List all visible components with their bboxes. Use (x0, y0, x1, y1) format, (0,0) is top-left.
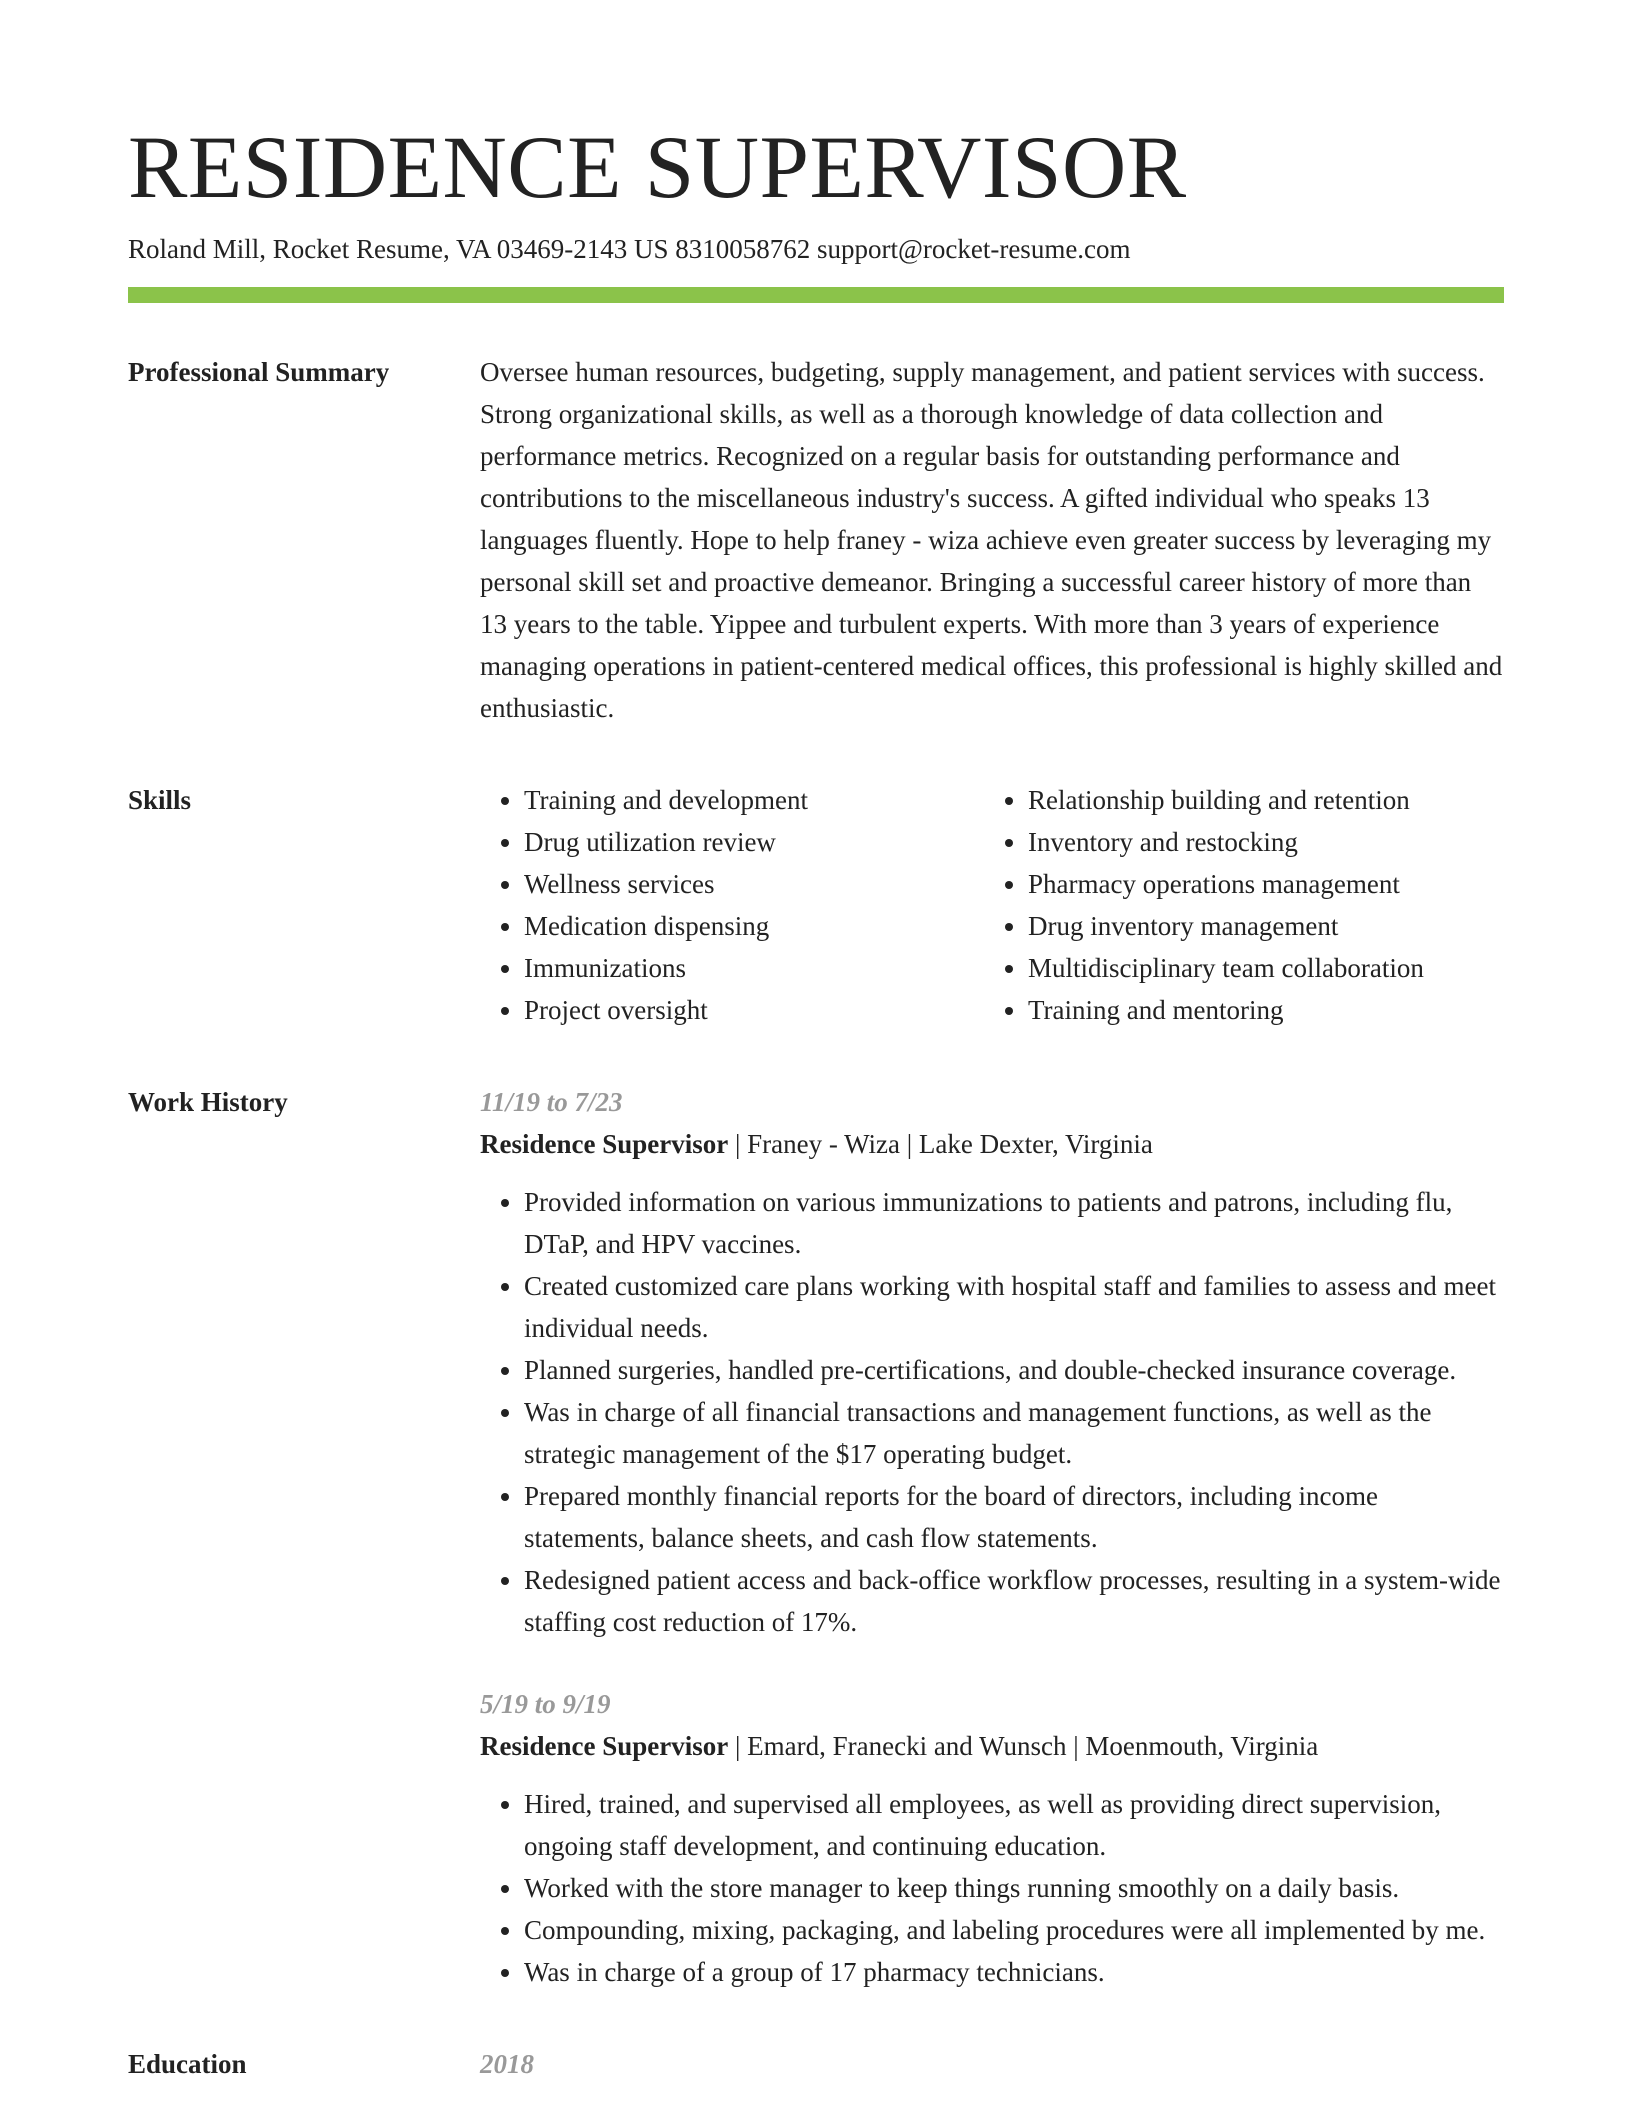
job-title: Residence Supervisor (480, 1731, 729, 1761)
job-bullet: • Planned surgeries, handled pre-certifications, and double-checked insurance coverage. (524, 1349, 1504, 1391)
skill-item: • Training and mentoring (1028, 989, 1504, 1031)
skill-item: • Wellness services (524, 863, 984, 905)
education-section (128, 2043, 1504, 2085)
header-divider (128, 287, 1504, 303)
skills-column-right (984, 779, 1504, 1031)
resume-page (128, 118, 1504, 2085)
job-details: | Emard, Franecki and Wunsch | Moenmouth, Virginia (728, 1731, 1319, 1761)
job-title: Residence Supervisor (480, 1129, 729, 1159)
skill-item: • Multidisciplinary team collaboration (1028, 947, 1504, 989)
skills-section (128, 779, 1504, 1031)
summary-heading: Professional Summary (128, 357, 390, 387)
job-bullets (480, 1181, 1504, 1643)
job-details: | Franey - Wiza | Lake Dexter, Virginia (728, 1129, 1153, 1159)
summary-body (480, 351, 1504, 729)
job-dates: 11/19 to 7/23 (480, 1087, 623, 1117)
skills-heading: Skills (128, 785, 192, 815)
skill-item: • Inventory and restocking (1028, 821, 1504, 863)
job-entry (480, 1683, 1504, 1993)
job-bullet: • Hired, trained, and supervised all employees, as well as providing direct supervision, ongoing staff development, and continuing education. (524, 1783, 1504, 1867)
job-bullet: • Worked with the store manager to keep things running smoothly on a daily basis. (524, 1867, 1504, 1909)
education-body (480, 2043, 1504, 2085)
contact-line: Roland Mill, Rocket Resume, VA 03469-2143 US 8310058762 support@rocket-resume.com (128, 234, 1131, 264)
skills-column-left (480, 779, 984, 1031)
job-bullet: • Was in charge of all financial transactions and management functions, as well as the strategic management of the $17 operating budget. (524, 1391, 1504, 1475)
skill-item: • Drug inventory management (1028, 905, 1504, 947)
job-entry (480, 1081, 1504, 1643)
summary-section (128, 351, 1504, 729)
skill-item: • Immunizations (524, 947, 984, 989)
job-heading (480, 1725, 1504, 1767)
work-history-heading: Work History (128, 1087, 288, 1117)
skill-item: • Training and development (524, 779, 984, 821)
work-history-body (480, 1081, 1504, 1993)
skills-body (480, 779, 1504, 1031)
education-heading: Education (128, 2049, 247, 2079)
summary-text: Oversee human resources, budgeting, supply management, and patient services with success. Strong organizational skills, as well as a thorough knowledge of data collection and performance metrics. Recognized on a regular basis for outstanding performance and contributions to the miscellaneous industry's success. A gifted individual who speaks 13 languages fluently. Hope to help franey - wiza achieve even greater success by leveraging my personal skill set and proactive demeanor. Bringing a successful career history of more than 13 years to the table. Yippee and turbulent experts. With more than 3 years of experience managing operations in patient-centered medical offices, this professional is highly skilled and enthusiastic. (480, 357, 1503, 723)
skill-item: • Pharmacy operations management (1028, 863, 1504, 905)
job-bullet: • Compounding, mixing, packaging, and labeling procedures were all implemented by me. (524, 1909, 1504, 1951)
job-bullet: • Redesigned patient access and back-office workflow processes, resulting in a system-wide staffing cost reduction of 17%. (524, 1559, 1504, 1643)
job-bullet: • Provided information on various immunizations to patients and patrons, including flu, DTaP, and HPV vaccines. (524, 1181, 1504, 1265)
job-bullets (480, 1783, 1504, 1993)
skill-item: • Project oversight (524, 989, 984, 1031)
skill-item: • Drug utilization review (524, 821, 984, 863)
job-bullet: • Prepared monthly financial reports for the board of directors, including income statements, balance sheets, and cash flow statements. (524, 1475, 1504, 1559)
candidate-name: RESIDENCE SUPERVISOR (128, 119, 1187, 217)
job-bullet: • Created customized care plans working with hospital staff and families to assess and meet individual needs. (524, 1265, 1504, 1349)
skill-item: • Medication dispensing (524, 905, 984, 947)
education-date: 2018 (480, 2049, 534, 2079)
job-heading (480, 1123, 1504, 1165)
job-bullet: • Was in charge of a group of 17 pharmacy technicians. (524, 1951, 1504, 1993)
work-history-section (128, 1081, 1504, 1993)
job-dates: 5/19 to 9/19 (480, 1689, 611, 1719)
skill-item: • Relationship building and retention (1028, 779, 1504, 821)
